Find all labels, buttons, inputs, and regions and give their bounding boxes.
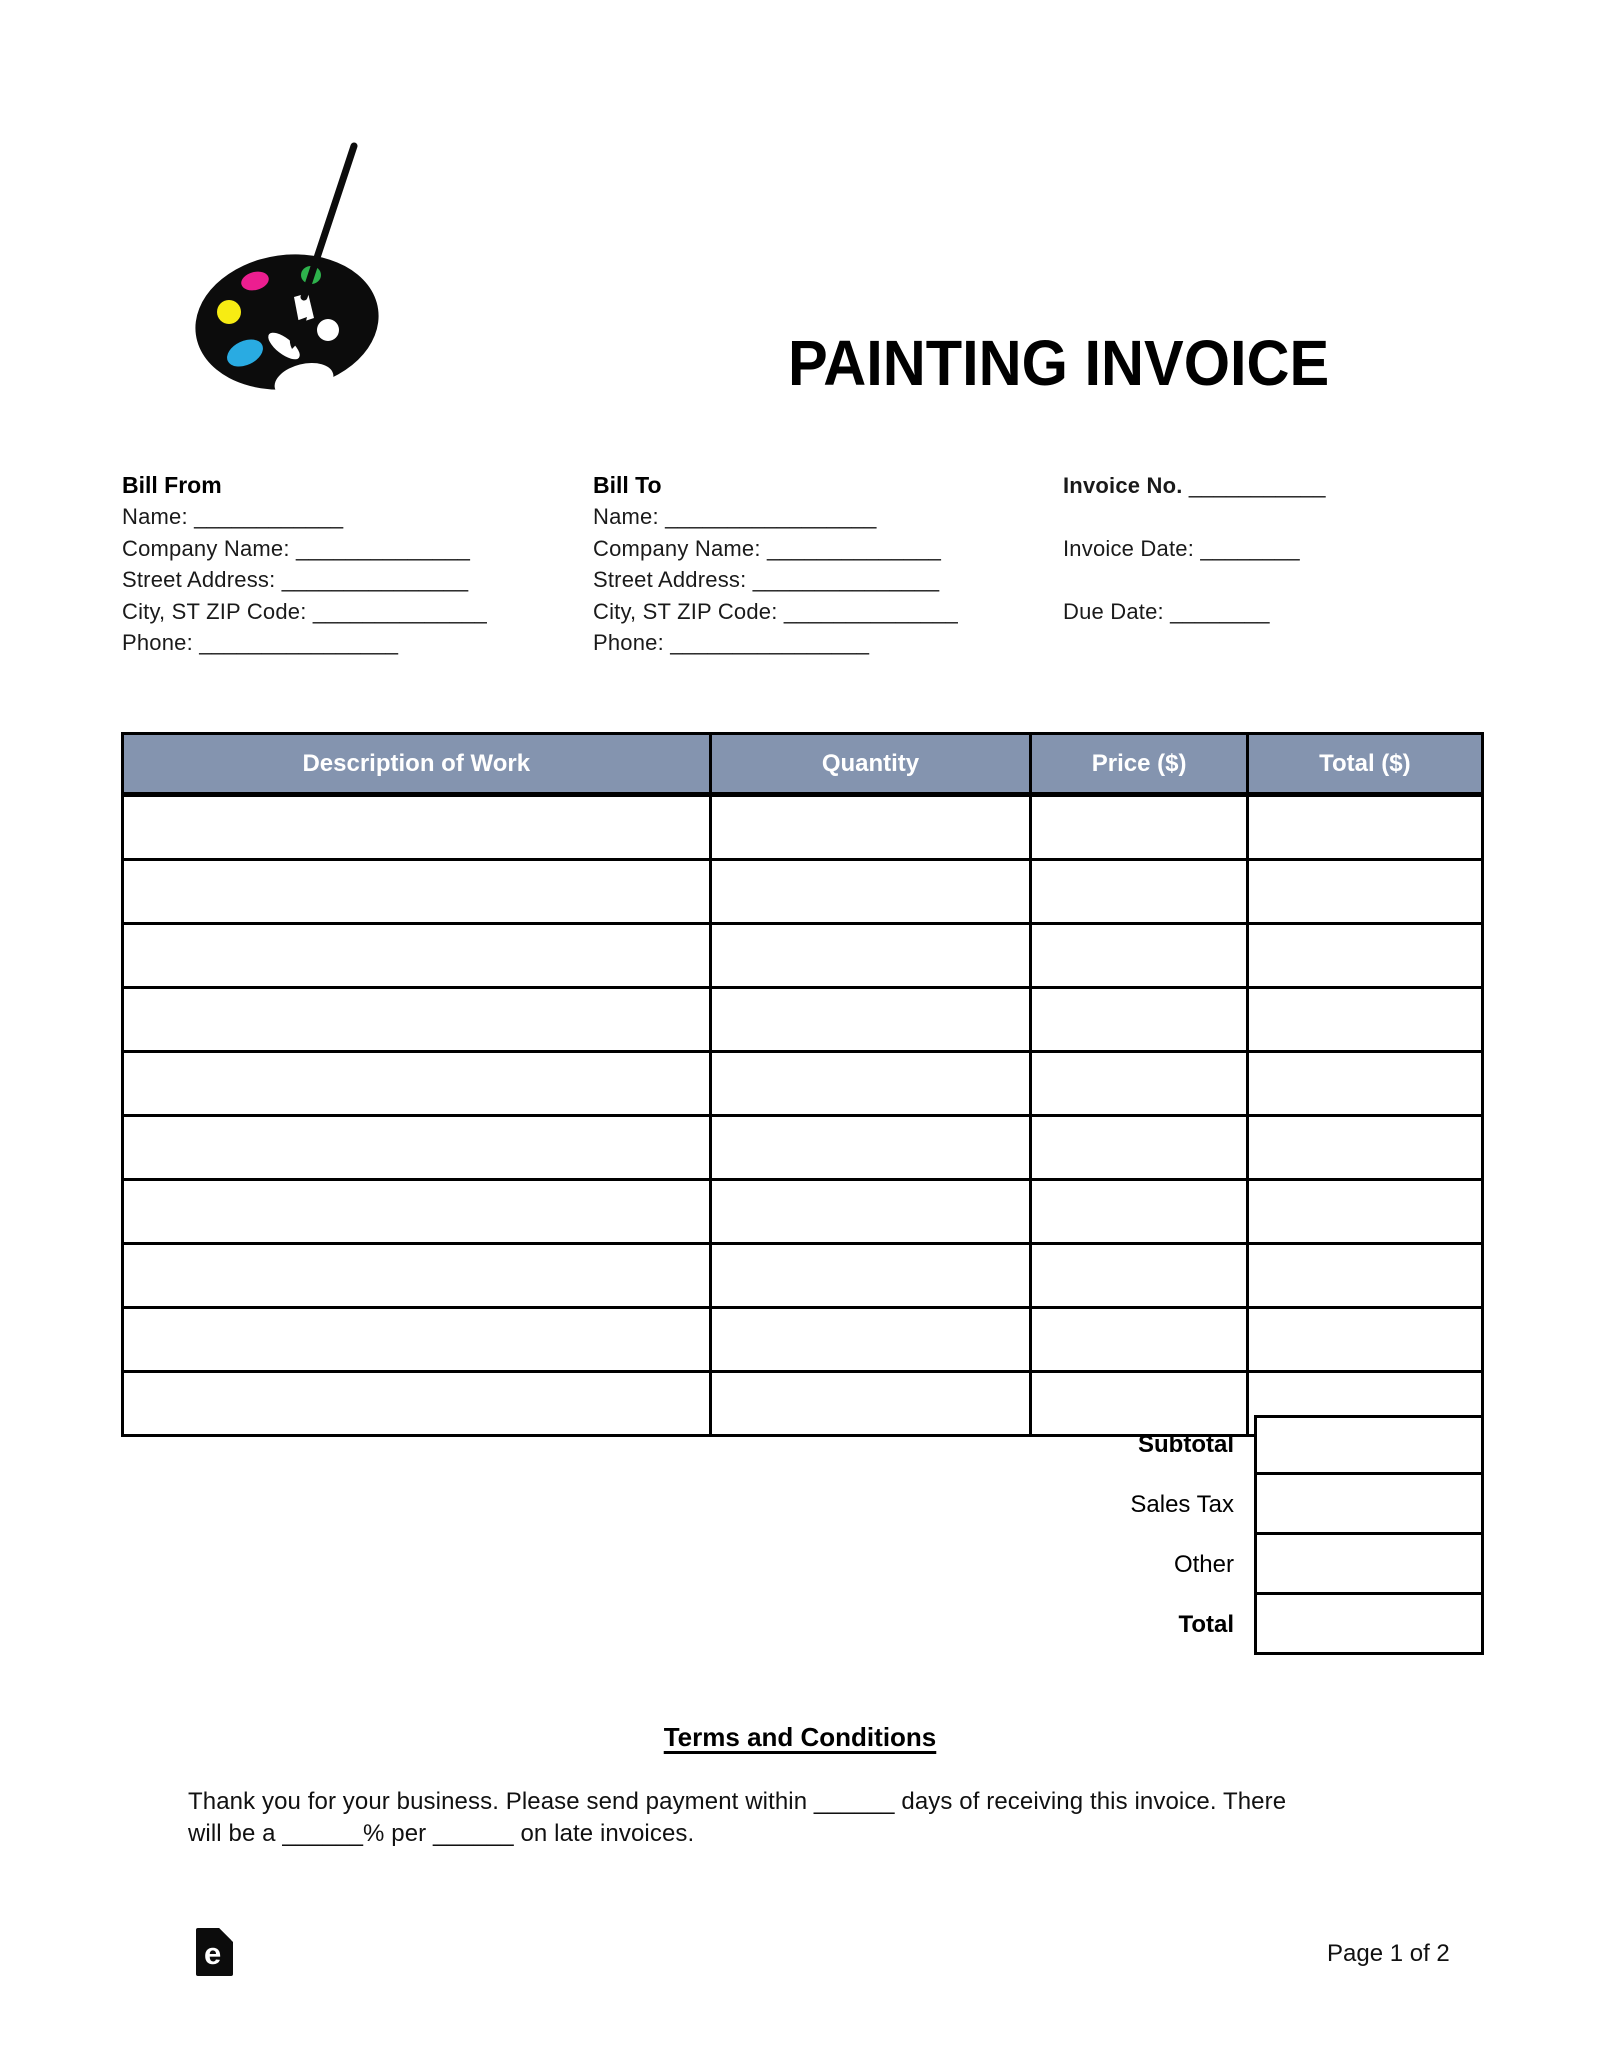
subtotal-label: Subtotal (1138, 1431, 1234, 1458)
table-cell[interactable] (1247, 860, 1482, 924)
bill-to-phone: Phone: ________________ (593, 630, 870, 656)
bill-from-section (122, 470, 487, 658)
table-cell[interactable] (1031, 1052, 1247, 1116)
table-cell[interactable] (710, 1052, 1031, 1116)
bill-from-company: Company Name: ______________ (122, 535, 471, 561)
bill-to-name: Name: _________________ (593, 504, 877, 530)
terms-heading: Terms and Conditions (663, 1722, 937, 1752)
column-header-description: Description of Work (123, 734, 711, 795)
table-cell[interactable] (710, 1244, 1031, 1308)
invoice-number-label: Invoice No. (1063, 473, 1183, 498)
bill-from-heading: Bill From (122, 472, 222, 498)
table-cell[interactable] (1247, 795, 1482, 860)
total-value-box[interactable] (1254, 1592, 1484, 1655)
table-cell[interactable] (1031, 860, 1247, 924)
terms-line-1: Thank you for your business. Please send payment within ______ days of receiving this invoice. There (188, 1788, 1287, 1815)
table-row (123, 1052, 1483, 1116)
table-cell[interactable] (1031, 1180, 1247, 1244)
table-cell[interactable] (1247, 924, 1482, 988)
table-row (123, 924, 1483, 988)
table-row (123, 1308, 1483, 1372)
table-cell[interactable] (123, 924, 711, 988)
table-cell[interactable] (123, 1308, 711, 1372)
table-header-row (123, 734, 1483, 795)
svg-text:e: e (204, 1936, 222, 1971)
table-cell[interactable] (1031, 1244, 1247, 1308)
table-cell[interactable] (1247, 1116, 1482, 1180)
table-cell[interactable] (1031, 795, 1247, 860)
table-row (123, 988, 1483, 1052)
page-title: PAINTING INVOICE (788, 327, 1330, 399)
table-cell[interactable] (123, 860, 711, 924)
table-cell[interactable] (1247, 1052, 1482, 1116)
due-date-line: Due Date: ________ (1063, 598, 1270, 624)
bill-from-phone: Phone: ________________ (122, 630, 399, 656)
table-cell[interactable] (710, 988, 1031, 1052)
table-cell[interactable] (123, 988, 711, 1052)
table-cell[interactable] (123, 1180, 711, 1244)
sales-tax-row (121, 1475, 1484, 1535)
column-header-quantity: Quantity (710, 734, 1031, 795)
terms-paragraph (188, 1786, 1448, 1850)
table-row (123, 1244, 1483, 1308)
invoice-date-line: Invoice Date: ________ (1063, 535, 1300, 561)
column-header-price: Price ($) (1031, 734, 1247, 795)
palette-thumb-hole (317, 319, 339, 341)
table-cell[interactable] (1031, 924, 1247, 988)
table-cell[interactable] (1031, 988, 1247, 1052)
subtotal-row (121, 1415, 1484, 1475)
table-cell[interactable] (1031, 1308, 1247, 1372)
total-row (121, 1595, 1484, 1655)
line-items-table (121, 732, 1484, 1437)
bill-to-heading: Bill To (593, 472, 662, 498)
other-row (121, 1535, 1484, 1595)
page-number: Page 1 of 2 (1327, 1940, 1450, 1967)
table-cell[interactable] (1247, 1308, 1482, 1372)
bill-from-name: Name: ____________ (122, 504, 344, 530)
bill-from-street: Street Address: _______________ (122, 567, 469, 593)
bill-from-city: City, ST ZIP Code: ______________ (122, 598, 487, 624)
table-cell[interactable] (710, 795, 1031, 860)
bill-to-company: Company Name: ______________ (593, 535, 942, 561)
table-cell[interactable] (710, 1180, 1031, 1244)
table-row (123, 1116, 1483, 1180)
table-cell[interactable] (123, 1052, 711, 1116)
table-cell[interactable] (1031, 1116, 1247, 1180)
table-cell[interactable] (710, 860, 1031, 924)
bill-to-street: Street Address: _______________ (593, 567, 940, 593)
paint-palette-logo (192, 140, 397, 395)
bill-to-city: City, ST ZIP Code: ______________ (593, 598, 958, 624)
total-label: Total (1178, 1611, 1234, 1638)
totals-section (121, 1415, 1484, 1655)
table-row (123, 1180, 1483, 1244)
terms-line-2: will be a ______% per ______ on late invoices. (188, 1820, 695, 1847)
column-header-total: Total ($) (1247, 734, 1482, 795)
subtotal-value-box[interactable] (1254, 1415, 1484, 1475)
other-value-box[interactable] (1254, 1532, 1484, 1595)
other-label: Other (1173, 1551, 1234, 1578)
invoice-meta-section (1063, 470, 1326, 627)
table-cell[interactable] (710, 1116, 1031, 1180)
table-row (123, 860, 1483, 924)
table-cell[interactable] (710, 1308, 1031, 1372)
invoice-number-line (1063, 470, 1326, 501)
table-cell[interactable] (710, 924, 1031, 988)
invoice-number-blank: ___________ (1182, 473, 1326, 498)
table-cell[interactable] (123, 1116, 711, 1180)
table-cell[interactable] (1247, 1180, 1482, 1244)
sales-tax-value-box[interactable] (1254, 1472, 1484, 1535)
table-cell[interactable] (123, 1244, 711, 1308)
sales-tax-label: Sales Tax (1130, 1491, 1234, 1518)
eforms-logo-icon (196, 1928, 233, 1976)
table-cell[interactable] (1247, 988, 1482, 1052)
table-cell[interactable] (123, 795, 711, 860)
paint-blob-yellow (217, 300, 241, 324)
bill-to-section (593, 470, 958, 658)
table-row (123, 795, 1483, 860)
table-cell[interactable] (1247, 1244, 1482, 1308)
